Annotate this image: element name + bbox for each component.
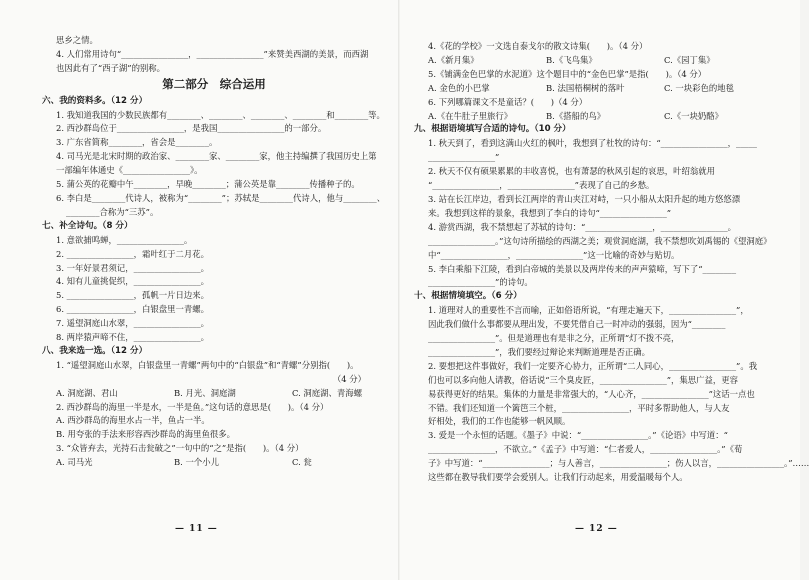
question-line: 2. ________________，霜叶红于二月花。 [56, 248, 210, 259]
question-line: 3. 站在长江岸边，看到长江两岸的青山夹江对峙，一只小船从太阳升起的地方悠悠漂 [428, 193, 741, 204]
page-number-right: — 12 — [575, 524, 618, 534]
question-line: 5. 蒲公英的花瓣中午________，早晚________；蒲公英是靠________传播种子的。 [56, 179, 360, 190]
question-line: 4. 游赏西湖，我不禁想起了苏轼的诗句：“________________，________________。 [428, 221, 737, 232]
question-line: B. 用夸张的手法来形容西沙群岛的海里鱼很多。 [56, 429, 235, 440]
question-line: ________________”，我们要经过辩论来判断道理是否正确。 [428, 346, 651, 357]
question-line: 6. ________________，白银盘里一青螺。 [56, 304, 210, 315]
answer-options [42, 387, 386, 401]
answer-option: C.《园丁集》 [664, 54, 715, 65]
answer-option: B.《搭船的鸟》 [546, 110, 606, 121]
question-line: 1. 我知道我国的少数民族都有________、________、________、________和________等。 [56, 109, 385, 120]
left-page-content [42, 34, 386, 470]
right-page-content [414, 40, 809, 485]
question-line: 来。我想到这样的景象，我想到了李白的诗句“________________” [428, 207, 672, 218]
question-line: 因此我们做什么事都要从理出发，不要凭借自己一时冲动的强弱，因为“________ [428, 319, 726, 330]
answer-option: A.《在牛肚子里旅行》 [428, 110, 513, 121]
answer-options [414, 110, 766, 124]
answer-option: B.《飞鸟集》 [546, 54, 597, 65]
question-line: 易获得更好的结果。集体的力量是非常强大的，“人心齐，________________”这话一点也 [428, 388, 755, 399]
question-line: A. 西沙群岛的海里水占一半，鱼占一半。 [56, 415, 210, 426]
question-line: 2. 秋天不仅有硕果累累的丰收喜悦，也有萧瑟的秋风引起的哀思，叶绍翁就用 [428, 166, 716, 177]
page-left [0, 0, 400, 580]
answer-option: C. 一块彩色的地毯 [664, 82, 735, 93]
question-line: 6. 李白是________代诗人，被称为“________”；苏轼是________代诗人，他与________、 [56, 192, 386, 203]
answer-options [42, 456, 386, 470]
question-line: 8. 两岸猿声啼不住，________________。 [56, 332, 210, 343]
question-line: 们也可以多向他人请教，俗话说“三个臭皮匠，________________”，集思广益，更容 [428, 374, 739, 385]
question-line: ________________” [428, 152, 500, 163]
question-line: 3. “众皆弃去，光持石击瓮破之”一句中的“之”是指( )。（4 分） [56, 443, 304, 454]
question-line: 好相处，我们的工作也能够一帆风顺。 [428, 416, 571, 427]
question-line: ________________。”这句诗所描绘的西湖之美；观赏洞庭湖，我不禁想吹刘禹锡的《望洞庭》 [428, 235, 772, 246]
question-line: 中“________________，________________”这一比喻的奇妙与贴切。 [428, 249, 680, 260]
answer-option: C. 瓮 [292, 457, 312, 468]
answer-option: A.《新月集》 [428, 54, 479, 65]
question-line: 2. 要想把这件事做好，我们一定要齐心协力，正所谓“二人同心，________________”。我 [428, 360, 758, 371]
question-line: 7. 遥望洞庭山水翠，________________。 [56, 318, 210, 329]
answer-option: C.《一块奶酪》 [664, 110, 724, 121]
answer-option: C. 洞庭湖、青海螺 [292, 387, 363, 398]
part-title: 第二部分 综合运用 [162, 76, 266, 91]
answer-option: B. 月光、洞庭湖 [174, 387, 236, 398]
question-line: 4. 人们常用诗句“________________，________________”来赞美西湖的美景，而西湖 [56, 48, 369, 59]
question-line: 2. 西沙群岛位于________________，是我国________________的一部分。 [56, 123, 327, 134]
question-line: 1. 道理对人的重要性不言而喻，正如俗语所说，“有理走遍天下，________________”， [428, 305, 749, 316]
section-heading: 十、根据情境填空。（6 分） [414, 291, 522, 302]
question-line: 思乡之情。 [56, 35, 98, 45]
answer-options [414, 82, 766, 96]
answer-options [414, 54, 766, 68]
section-heading: 八、我来选一选。（12 分） [42, 345, 148, 356]
question-line: ________________，不欲立。”《孟子》中写道：“仁者爱人，________________。”《荀 [428, 444, 743, 455]
page-right [400, 0, 809, 580]
question-line: （4 分） [332, 373, 366, 384]
question-line: 子》中写道：“________________；与人善言，________________；伤人以言，________________。”…… [428, 458, 809, 469]
question-line: ________________”。但是道理也有是非之分，正所谓“灯不拨不亮， [428, 333, 680, 344]
page-number-left: — 11 — [175, 524, 218, 534]
question-line: 3. 爱是一个永恒的话题。《墨子》中说：“________________。”《论语》中写道：“ [428, 430, 728, 441]
question-line: 4.《花的学校》一文选自泰戈尔的散文诗集( )。（4 分） [428, 41, 648, 51]
question-line: 3. 广东省简称________，省会是________。 [56, 137, 218, 148]
question-line: 1. 秋天到了，看到这满山火红的枫叶，我想到了杜牧的诗句：“________________，_____ [428, 138, 757, 149]
question-line: 也因此有了“西子湖”的别称。 [56, 62, 166, 73]
answer-option: B. 一个小儿 [174, 457, 219, 468]
answer-option: A. 洞庭湖、君山 [56, 387, 118, 398]
question-line: ________________”的诗句。 [428, 277, 533, 288]
answer-option: A. 司马光 [56, 457, 93, 468]
question-line: 5. ________________，孤帆一片日边来。 [56, 290, 210, 301]
section-heading: 九、根据语境填写合适的诗句。（10 分） [414, 124, 571, 135]
question-line: ________合称为“三苏”。 [66, 206, 159, 217]
answer-option: B. 法国梧桐树的落叶 [546, 82, 625, 93]
question-line: 1. “遥望洞庭山水翠，白银盘里一青螺”两句中的“白银盘”和“青螺”分别指( )。 [56, 359, 359, 370]
question-line: 4. 知有儿童挑促织，________________。 [56, 276, 210, 287]
answer-option: A. 金色的小巴掌 [428, 82, 490, 93]
question-line: 这些都在教导我们要学会爱别人。让我们行动起来，用爱温暖每个人。 [428, 472, 688, 483]
question-line: 不错。我们还知道一个篱笆三个桩，________________，平时多帮助他人，与人友 [428, 402, 730, 413]
question-line: 2. 西沙群岛的海里一半是水，一半是鱼。”这句话的意思是( )。（4 分） [56, 401, 329, 412]
question-line: 4. 司马光是北宋时期的政治家、________家、________家，他主持编撰了我国历史上第 [56, 151, 377, 162]
question-line: 6. 下列哪篇课文不是童话？( )（4 分） [428, 96, 588, 107]
question-line: 3. 一年好景君须记，________________。 [56, 262, 210, 273]
question-line: 5.《铺满金色巴掌的水泥道》这个题目中的“金色巴掌”是指( )。（4 分） [428, 68, 707, 79]
section-heading: 六、我的资料多。（12 分） [42, 95, 148, 106]
question-line: 5. 李白乘船下江陵，看到白帝城的美景以及两岸传来的声声猿啼，写下了“________ [428, 263, 737, 274]
question-line: 1. 意欲捕鸣蝉，________________。 [56, 234, 193, 245]
question-line: 一部编年体通史《________________》。 [56, 165, 203, 176]
question-line: “________________，________________”表现了自己的乡愁。 [428, 180, 655, 191]
section-heading: 七、补全诗句。（8 分） [42, 220, 133, 231]
